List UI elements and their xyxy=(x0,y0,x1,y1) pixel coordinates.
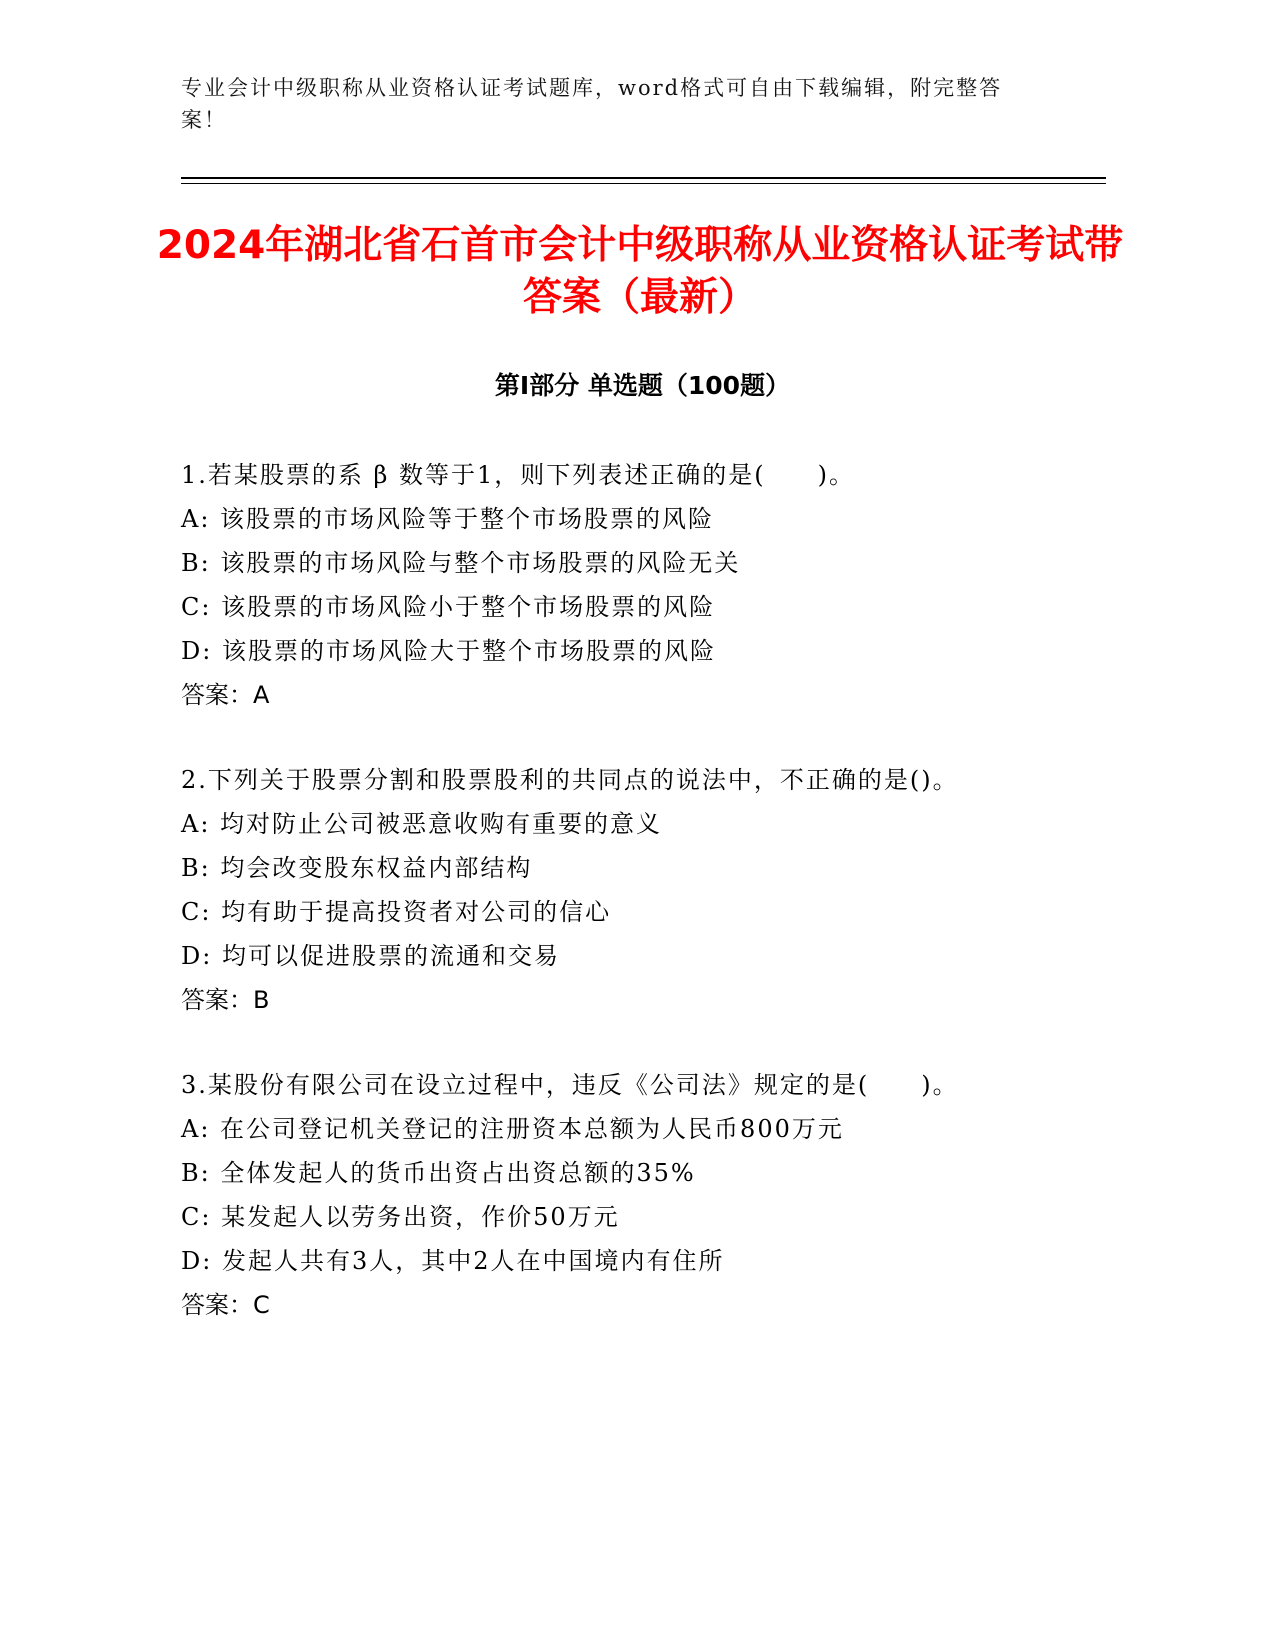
option-b: B: 该股票的市场风险与整个市场股票的风险无关 xyxy=(181,549,741,577)
document-title: 2024年湖北省石首市会计中级职称从业资格认证考试带答案（最新） xyxy=(156,223,1124,320)
header-rule-thick xyxy=(181,177,1106,179)
option-b: B: 均会改变股东权益内部结构 xyxy=(181,854,533,882)
answer: 答案：B xyxy=(181,986,270,1014)
answer: 答案：C xyxy=(181,1291,270,1319)
header-note: 专业会计中级职称从业资格认证考试题库，word格式可自由下载编辑，附完整答案！ xyxy=(181,76,1003,132)
option-a: A: 在公司登记机关登记的注册资本总额为人民币800万元 xyxy=(181,1115,844,1143)
question-stem: 2.下列关于股票分割和股票股利的共同点的说法中，不正确的是()。 xyxy=(181,766,959,794)
option-d: D: 均可以促进股票的流通和交易 xyxy=(181,942,560,970)
section-title: 第I部分 单选题（100题） xyxy=(494,371,791,400)
question-stem: 3.某股份有限公司在设立过程中，违反《公司法》规定的是( )。 xyxy=(181,1071,959,1099)
option-c: C: 某发起人以劳务出资，作价50万元 xyxy=(181,1203,620,1231)
answer: 答案：A xyxy=(181,681,270,709)
question-1 xyxy=(181,453,1111,717)
question-3 xyxy=(181,1063,1111,1327)
option-c: C: 均有助于提高投资者对公司的信心 xyxy=(181,898,612,926)
header-rule-thin xyxy=(181,183,1106,184)
option-d: D: 发起人共有3人，其中2人在中国境内有住所 xyxy=(181,1247,725,1275)
option-c: C: 该股票的市场风险小于整个市场股票的风险 xyxy=(181,593,716,621)
option-b: B: 全体发起人的货币出资占出资总额的35% xyxy=(181,1159,696,1187)
question-2 xyxy=(181,758,1111,1022)
option-a: A: 均对防止公司被恶意收购有重要的意义 xyxy=(181,810,663,838)
question-stem: 1.若某股票的系 β 数等于1，则下列表述正确的是( )。 xyxy=(181,461,856,489)
option-d: D: 该股票的市场风险大于整个市场股票的风险 xyxy=(181,637,716,665)
option-a: A: 该股票的市场风险等于整个市场股票的风险 xyxy=(181,505,715,533)
